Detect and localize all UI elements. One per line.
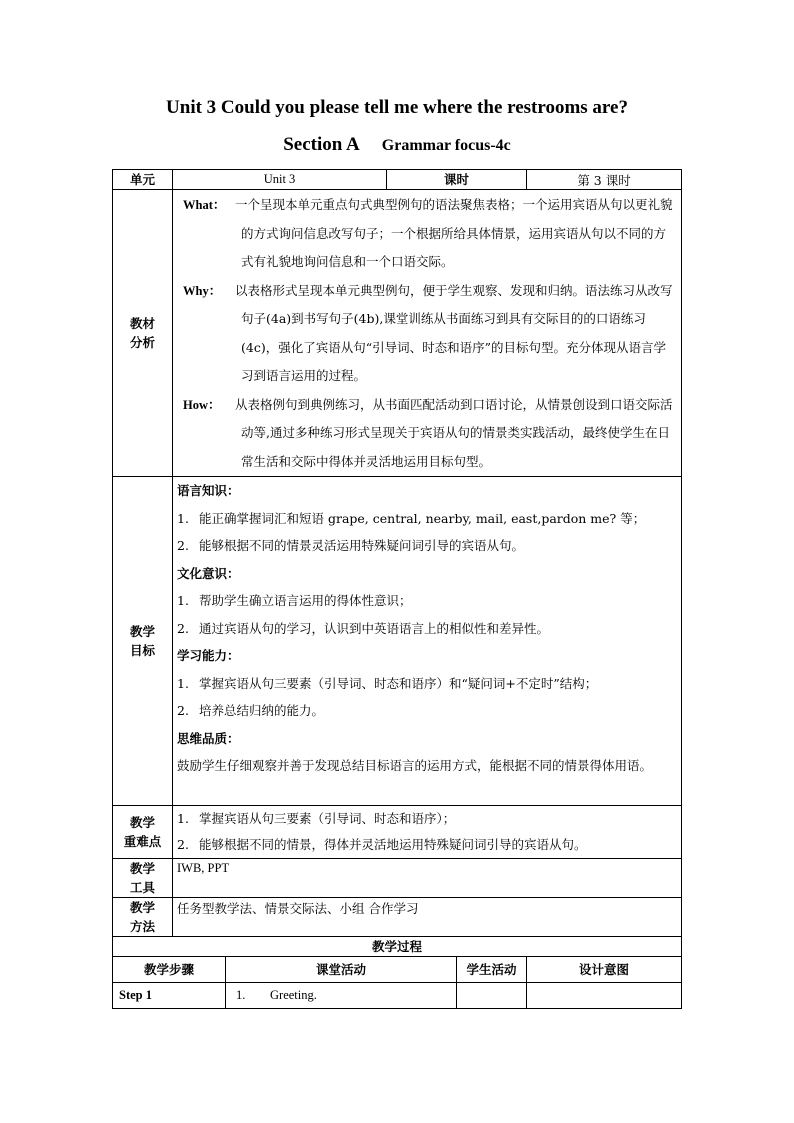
column-header: 课堂活动 (226, 957, 457, 983)
list-item: 2. 通过宾语从句的学习，认识到中英语语言上的相似性和差异性。 (177, 620, 550, 636)
teaching-tools-label: 教学 工具 (113, 859, 173, 898)
lesson-plan-table (112, 169, 682, 1009)
period-label: 课时 (387, 170, 527, 190)
process-heading: 教学过程 (113, 937, 682, 957)
document-subtitle (0, 134, 794, 156)
list-item: 1. 能正确掌握词汇和短语 grape, central, nearby, mail, east,pardon me? 等； (177, 510, 646, 526)
document-title: Unit 3 Could you please tell me where the restrooms are? (166, 97, 628, 118)
material-analysis-label: 教材 分析 (113, 190, 173, 477)
table-row (113, 983, 682, 1009)
section-label: Section A (283, 134, 360, 155)
learning-ability-head: 学习能力： (177, 648, 240, 663)
list-item: 1. 掌握宾语从句三要素（引导词、时态和语序）； (177, 811, 456, 826)
column-header: 设计意图 (527, 957, 682, 983)
thinking-text: 鼓励学生仔细观察并善于发现总结目标语言的运用方式，能根据不同的情景得体用语。 (177, 758, 653, 773)
how-paragraph: How： 从表格例句到典例练习，从书面匹配活动到口语讨论，从情景创设到口语交际活动等,通过多种练习形式呈现关于宾语从句的情景类实践活动，最终使学生在日常生活和交际中得体并灵活地运用目标句型。 (183, 396, 673, 469)
list-item: 2. 能够根据不同的情景灵活运用特殊疑问词引导的宾语从句。 (177, 538, 525, 553)
activity-cell: 1. Greeting. (226, 983, 457, 1009)
column-header: 学生活动 (457, 957, 527, 983)
step-cell: Step 1 (113, 983, 226, 1009)
period-value: 第 3 课时 (527, 170, 682, 190)
list-item: 2. 能够根据不同的情景，得体并灵活地运用特殊疑问词引导的宾语从句。 (177, 837, 587, 852)
teaching-methods-value: 任务型教学法、情景交际法、小组 合作学习 (173, 898, 682, 937)
column-header: 教学步骤 (113, 957, 226, 983)
design-intent-cell (527, 983, 682, 1009)
why-paragraph: Why： 以表格形式呈现本单元典型例句，便于学生观察、发现和归纳。语法练习从改写句子(4a)到书写句子(4b),课堂训练从书面练习到具有交际目的的口语练习(4c)，强化了宾语从句“引导词、时态和语序”的目标句型。充分体现从语言学习到语言运用的过程。 (183, 282, 673, 383)
teaching-tools-value: IWB, PPT (173, 859, 682, 898)
list-item: 1. 帮助学生确立语言运用的得体性意识； (177, 593, 412, 608)
culture-awareness-head: 文化意识： (177, 565, 240, 581)
teaching-methods-label: 教学 方法 (113, 898, 173, 937)
unit-label: 单元 (113, 170, 173, 190)
unit-value: Unit 3 (173, 170, 387, 190)
thinking-quality-head: 思维品质： (177, 730, 240, 746)
focus-label: Grammar focus-4c (381, 137, 511, 154)
list-item: 2. 培养总结归纳的能力。 (177, 703, 325, 718)
key-points-label: 教学 重难点 (113, 806, 173, 859)
list-item: 1. 掌握宾语从句三要素（引导词、时态和语序）和“疑问词+不定时”结构； (177, 675, 598, 691)
student-activity-cell (457, 983, 527, 1009)
what-paragraph: What： 一个呈现本单元重点句式典型例句的语法聚焦表格；一个运用宾语从句以更礼貌的方式询问信息改写句子；一个根据所给具体情景，运用宾语从句以不同的方式有礼貌地询问信息和一个口语交际。 (183, 197, 673, 269)
language-knowledge-head: 语言知识： (177, 483, 240, 498)
teaching-goals-label: 教学 目标 (113, 477, 173, 806)
